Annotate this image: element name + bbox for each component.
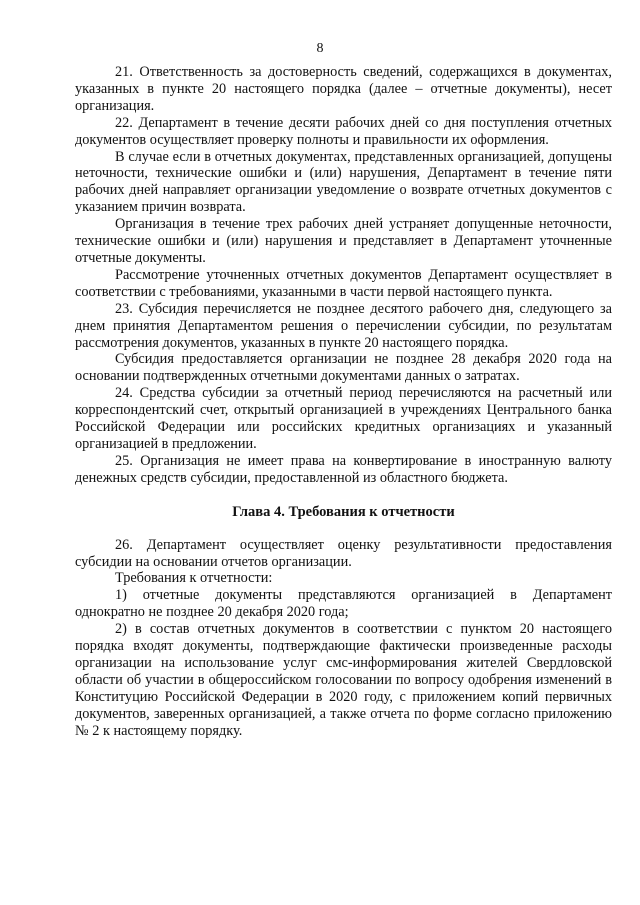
- reporting-requirements-intro: Требования к отчетности:: [115, 570, 273, 587]
- requirement-2: 2) в состав отчетных документов в соответствии с пунктом 20 настоящего порядка входят документы, подтверждающие фактически произведенные расходы организации на использование услуг смс-информирования жителей Свердловской области об участии в общероссийском голосовании по вопросу одобрения изменений в Конституцию Российской Федерации в 2020 году, с приложением копий первичных документов, заверенных организацией, а также отчета по форме согласно приложению № 2 к настоящему порядку.: [75, 621, 612, 739]
- paragraph-22: 22. Департамент в течение десяти рабочих дней со дня поступления отчетных документов осуществляет проверку полноты и правильности их оформления.: [75, 114, 612, 148]
- paragraph-26: 26. Департамент осуществляет оценку результативности предоставления субсидии на основании отчетов организации.: [75, 536, 612, 570]
- chapter-heading: Глава 4. Требования к отчетности: [232, 503, 455, 520]
- paragraph-25: 25. Организация не имеет права на конвертирование в иностранную валюту денежных средств субсидии, предоставленной из областного бюджета.: [75, 452, 612, 486]
- paragraph-22-review: Рассмотрение уточненных отчетных документов Департамент осуществляет в соответствии с требованиями, указанными в части первой настоящего пункта.: [75, 266, 612, 300]
- paragraph-24: 24. Средства субсидии за отчетный период перечисляются на расчетный или корреспондентский счет, открытый организацией в учреждениях Центрального банка Российской Федерации или российских кредитных организациях и указанный организацией в предложении.: [75, 385, 612, 452]
- paragraph-23: 23. Субсидия перечисляется не позднее десятого рабочего дня, следующего за днем принятия Департаментом решения о перечислении субсидии, по результатам рассмотрения документов, указанных в пункте 20 настоящего порядка.: [75, 300, 612, 351]
- paragraph-22-correction: Организация в течение трех рабочих дней устраняет допущенные неточности, технические ошибки и (или) нарушения и представляет в Департамент уточненные отчетные документы.: [75, 216, 612, 266]
- document-body: [75, 64, 612, 740]
- requirement-1: 1) отчетные документы представляются организацией в Департамент однократно не позднее 20 декабря 2020 года;: [75, 587, 612, 621]
- page-number: 8: [316, 41, 324, 56]
- paragraph-21: 21. Ответственность за достоверность сведений, содержащихся в документах, указанных в пункте 20 настоящего порядка (далее – отчетные документы), несет организация.: [75, 64, 612, 114]
- paragraph-22-errors: В случае если в отчетных документах, представленных организацией, допущены неточности, технические ошибки и (или) нарушения, Департамент в течение пяти рабочих дней направляет организации уведомление о возврате отчетных документов с указанием причин возврата.: [75, 148, 612, 216]
- paragraph-23-deadline: Субсидия предоставляется организации не позднее 28 декабря 2020 года на основании подтвержденных отчетными документами данных о затратах.: [75, 351, 612, 385]
